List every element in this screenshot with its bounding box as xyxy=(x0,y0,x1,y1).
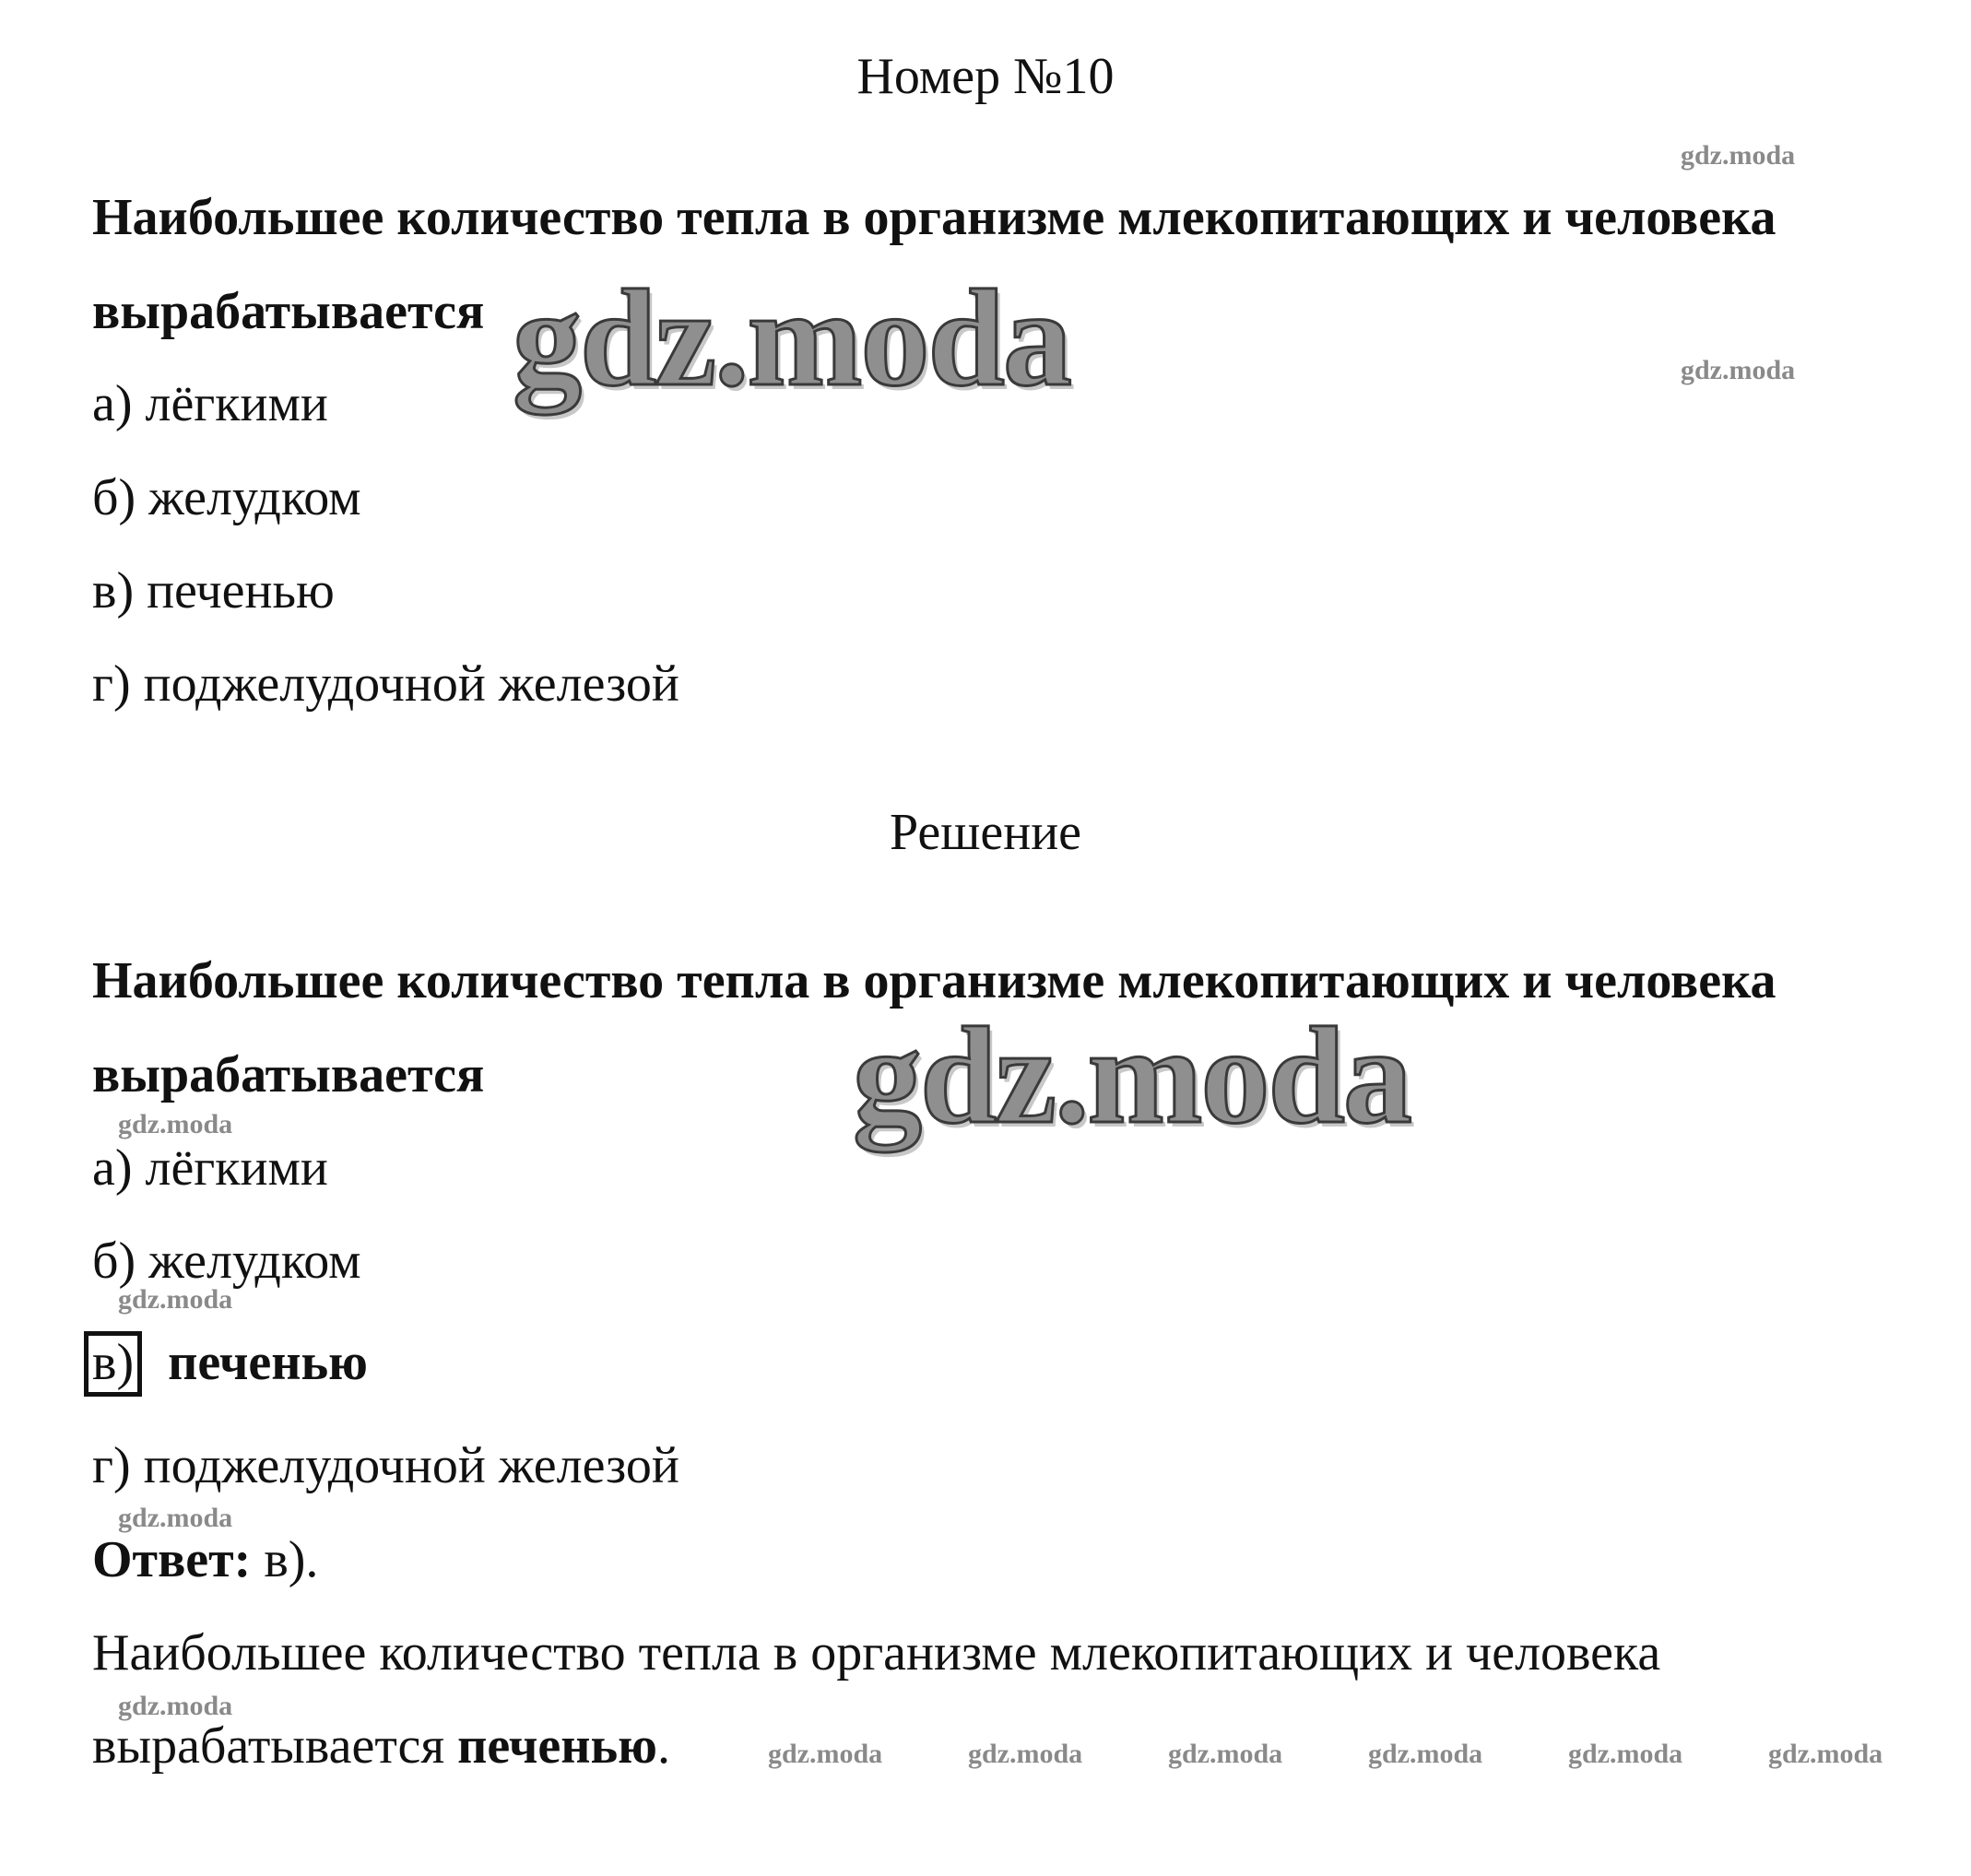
selected-option-text: печенью xyxy=(168,1334,368,1391)
watermark-small: gdz.moda xyxy=(1568,1739,1683,1769)
question-line-1: Наибольшее количество тепла в организме млекопитающих и человека xyxy=(92,189,1776,246)
question-option-d: г) поджелудочной железой xyxy=(92,655,679,713)
explanation-line-2 xyxy=(92,1717,670,1775)
watermark-small: gdz.moda xyxy=(118,1503,233,1533)
answer-value: в). xyxy=(251,1531,319,1588)
selected-option-marker: в) xyxy=(84,1331,142,1397)
question-option-a: а) лёгкими xyxy=(92,375,328,432)
question-line-2: вырабатывается xyxy=(92,283,485,340)
explanation-prefix: вырабатывается xyxy=(92,1717,458,1775)
watermark-small: gdz.moda xyxy=(1168,1739,1283,1769)
solution-heading: Решение xyxy=(889,804,1082,861)
solution-line-1: Наибольшее количество тепла в организме млекопитающих и человека xyxy=(92,952,1776,1009)
watermark-small: gdz.moda xyxy=(1681,355,1796,385)
explanation-suffix: . xyxy=(656,1717,670,1775)
solution-option-d: г) поджелудочной железой xyxy=(92,1437,679,1494)
question-option-c: в) печенью xyxy=(92,562,335,619)
solution-option-a: а) лёгкими xyxy=(92,1139,328,1197)
watermark-small: gdz.moda xyxy=(768,1739,883,1769)
explanation-bold: печенью xyxy=(457,1717,657,1775)
answer-label: Ответ: xyxy=(92,1531,252,1588)
solution-option-selected xyxy=(92,1331,368,1397)
page-title: Номер №10 xyxy=(856,48,1115,105)
watermark-small: gdz.moda xyxy=(1681,140,1796,171)
solution-option-b: б) желудком xyxy=(92,1233,361,1290)
watermark-large: gdz.moda xyxy=(853,999,1410,1152)
watermark-large: gdz.moda xyxy=(513,262,1070,415)
question-option-b: б) желудком xyxy=(92,469,361,526)
watermark-small: gdz.moda xyxy=(118,1109,233,1139)
explanation-line-1: Наибольшее количество тепла в организме млекопитающих и человека xyxy=(92,1624,1661,1681)
watermark-small: gdz.moda xyxy=(1368,1739,1483,1769)
solution-line-2: вырабатывается xyxy=(92,1046,485,1103)
watermark-small: gdz.moda xyxy=(968,1739,1083,1769)
answer-line xyxy=(92,1531,319,1588)
watermark-small: gdz.moda xyxy=(118,1691,233,1721)
watermark-small: gdz.moda xyxy=(118,1284,233,1315)
watermark-small: gdz.moda xyxy=(1768,1739,1883,1769)
